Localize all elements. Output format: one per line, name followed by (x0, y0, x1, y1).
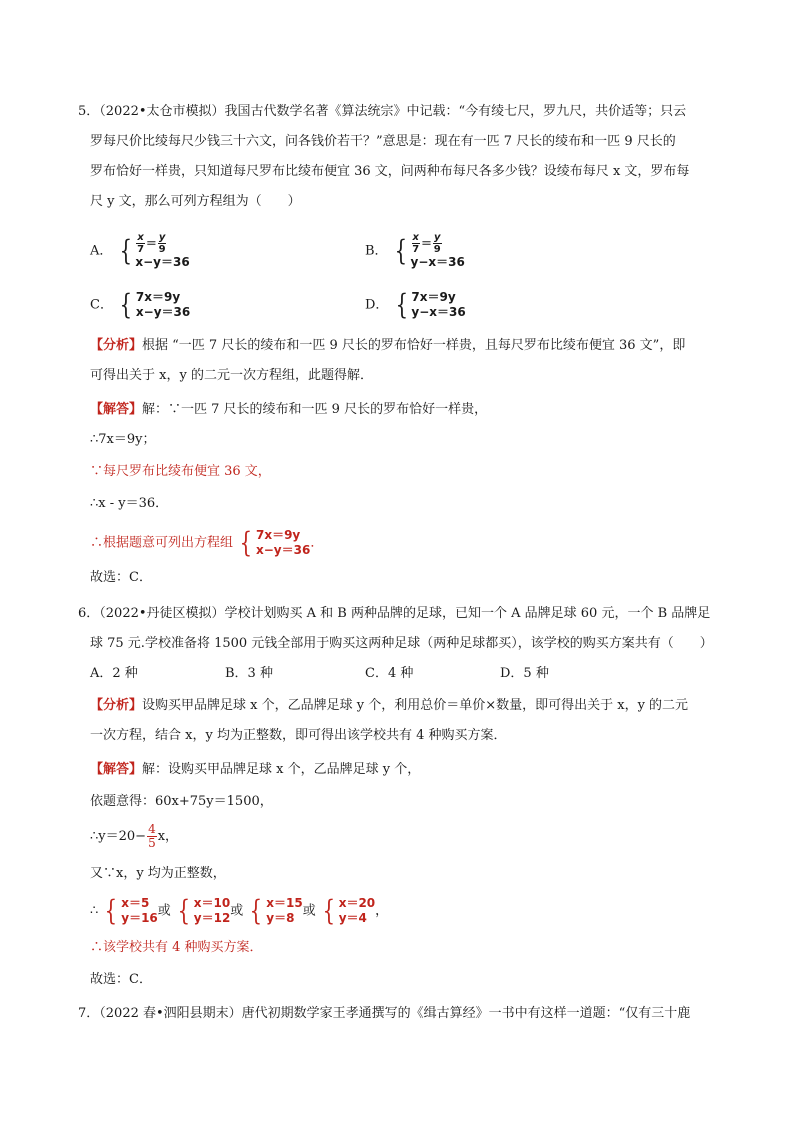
q5-line2: 罗每尺价比绫每尺少钱三十六文，问各钱价若干？”意思是：现在有一匹 7 尺长的绫布和一匹 9 尺长的 (90, 134, 676, 149)
q6-option-b: B．3 种 (225, 666, 273, 681)
q6-solution-2: { x＝10 y＝12 (177, 894, 231, 927)
q6-step2: ∴y＝20− $\frac{4}{5}$ x， (90, 822, 179, 850)
q5-option-d: D． { 7x＝9y y−x＝36 (365, 288, 466, 321)
q5-option-a: A． { $\frac{x}{7}$ ＝ $\frac{y}{9}$ x−y＝36 (90, 232, 190, 269)
q5-answer-line1: 【解答】解：∵一匹 7 尺长的绫布和一匹 9 尺长的罗布恰好一样贵， (90, 402, 488, 417)
q5-analysis-line1: 【分析】根据 “一匹 7 尺长的绫布和一匹 9 尺长的罗布恰好一样贵，且每尺罗布比绫布便宜 36 文”，即 (90, 338, 686, 353)
q6-option-a: A．2 种 (90, 666, 138, 681)
q5-line4: 尺 y 文，那么可列方程组为（ ） (90, 194, 301, 209)
q5-step2: ∵每尺罗布比绫布便宜 36 文， (90, 464, 271, 479)
q6-analysis-line1: 【分析】设购买甲品牌足球 x 个，乙品牌足球 y 个，利用总价＝单价×数量，即可得出关于 x，y 的二元 (90, 698, 689, 713)
q5-option-b: B． { $\frac{x}{7}$ ＝ $\frac{y}{9}$ y−x＝36 (365, 232, 465, 269)
q5-step4-system: { 7x＝9y x−y＝36 (239, 526, 311, 559)
q6-line2: 球 75 元.学校准备将 1500 元钱全部用于购买这两种足球（两种足球都买），该学校的购买方案共有（ ） (90, 636, 713, 651)
q6-option-c: C．4 种 (365, 666, 414, 681)
q6-solution-3: { x＝15 y＝8 (250, 894, 303, 927)
q6-solutions: ∴ { x＝5 y＝16 或 { x＝10 y＝12 或 { x＝15 y＝8 或 { x＝20 y＝4 ， (90, 894, 389, 927)
q6-answer-line1: 【解答】解：设购买甲品牌足球 x 个，乙品牌足球 y 个， (90, 762, 421, 777)
q6-solution-1: { x＝5 y＝16 (105, 894, 158, 927)
q6-step1: 依题意得：60x+75y＝1500， (90, 794, 273, 809)
q5-step1: ∴7x＝9y； (90, 432, 156, 447)
q5-option-c-system: { 7x＝9y x−y＝36 (119, 288, 191, 321)
q5-step4: ∴根据题意可列出方程组 { 7x＝9y x−y＝36 ． (90, 526, 324, 559)
q5-option-d-system: { 7x＝9y y−x＝36 (395, 288, 466, 321)
q5-line1: 5．（2022•太仓市模拟）我国古代数学名著《算法统宗》中记载：“今有绫七尺，罗九尺，共价适等；只云 (78, 104, 687, 119)
q5-analysis-line2: 可得出关于 x，y 的二元一次方程组，此题得解． (90, 368, 373, 383)
q5-line3: 罗布恰好一样贵，只知道每尺罗布比绫布便宜 36 文，问两种布每尺各多少钱？设绫布每尺 x 文，罗布每 (90, 164, 690, 179)
q6-step3: 又∵x，y 均为正整数， (90, 866, 226, 881)
q5-option-c: C． { 7x＝9y x−y＝36 (90, 288, 191, 321)
q5-step3: ∴x - y＝36． (90, 496, 169, 511)
q6-line1: 6．（2022•丹徒区模拟）学校计划购买 A 和 B 两种品牌的足球，已知一个 A 品牌足球 60 元，一个 B 品牌足 (78, 606, 711, 621)
q5-option-b-system: { $\frac{x}{7}$ ＝ $\frac{y}{9}$ y−x＝36 (394, 232, 465, 269)
q6-choose: 故选：C． (90, 972, 152, 987)
q5-choose: 故选：C． (90, 570, 152, 585)
q7-line1: 7．（2022 春•泗阳县期末）唐代初期数学家王孝通撰写的《缉古算经》一书中有这样一道题：“仅有三十鹿 (78, 1006, 691, 1021)
q6-option-d: D．5 种 (500, 666, 549, 681)
q5-option-a-system: { $\frac{x}{7}$ ＝ $\frac{y}{9}$ x−y＝36 (119, 232, 190, 269)
q6-step5: ∴该学校共有 4 种购买方案． (90, 940, 263, 955)
q6-solution-4: { x＝20 y＝4 (322, 894, 376, 927)
q6-analysis-line2: 一次方程，结合 x，y 均为正整数，即可得出该学校共有 4 种购买方案． (90, 728, 507, 743)
